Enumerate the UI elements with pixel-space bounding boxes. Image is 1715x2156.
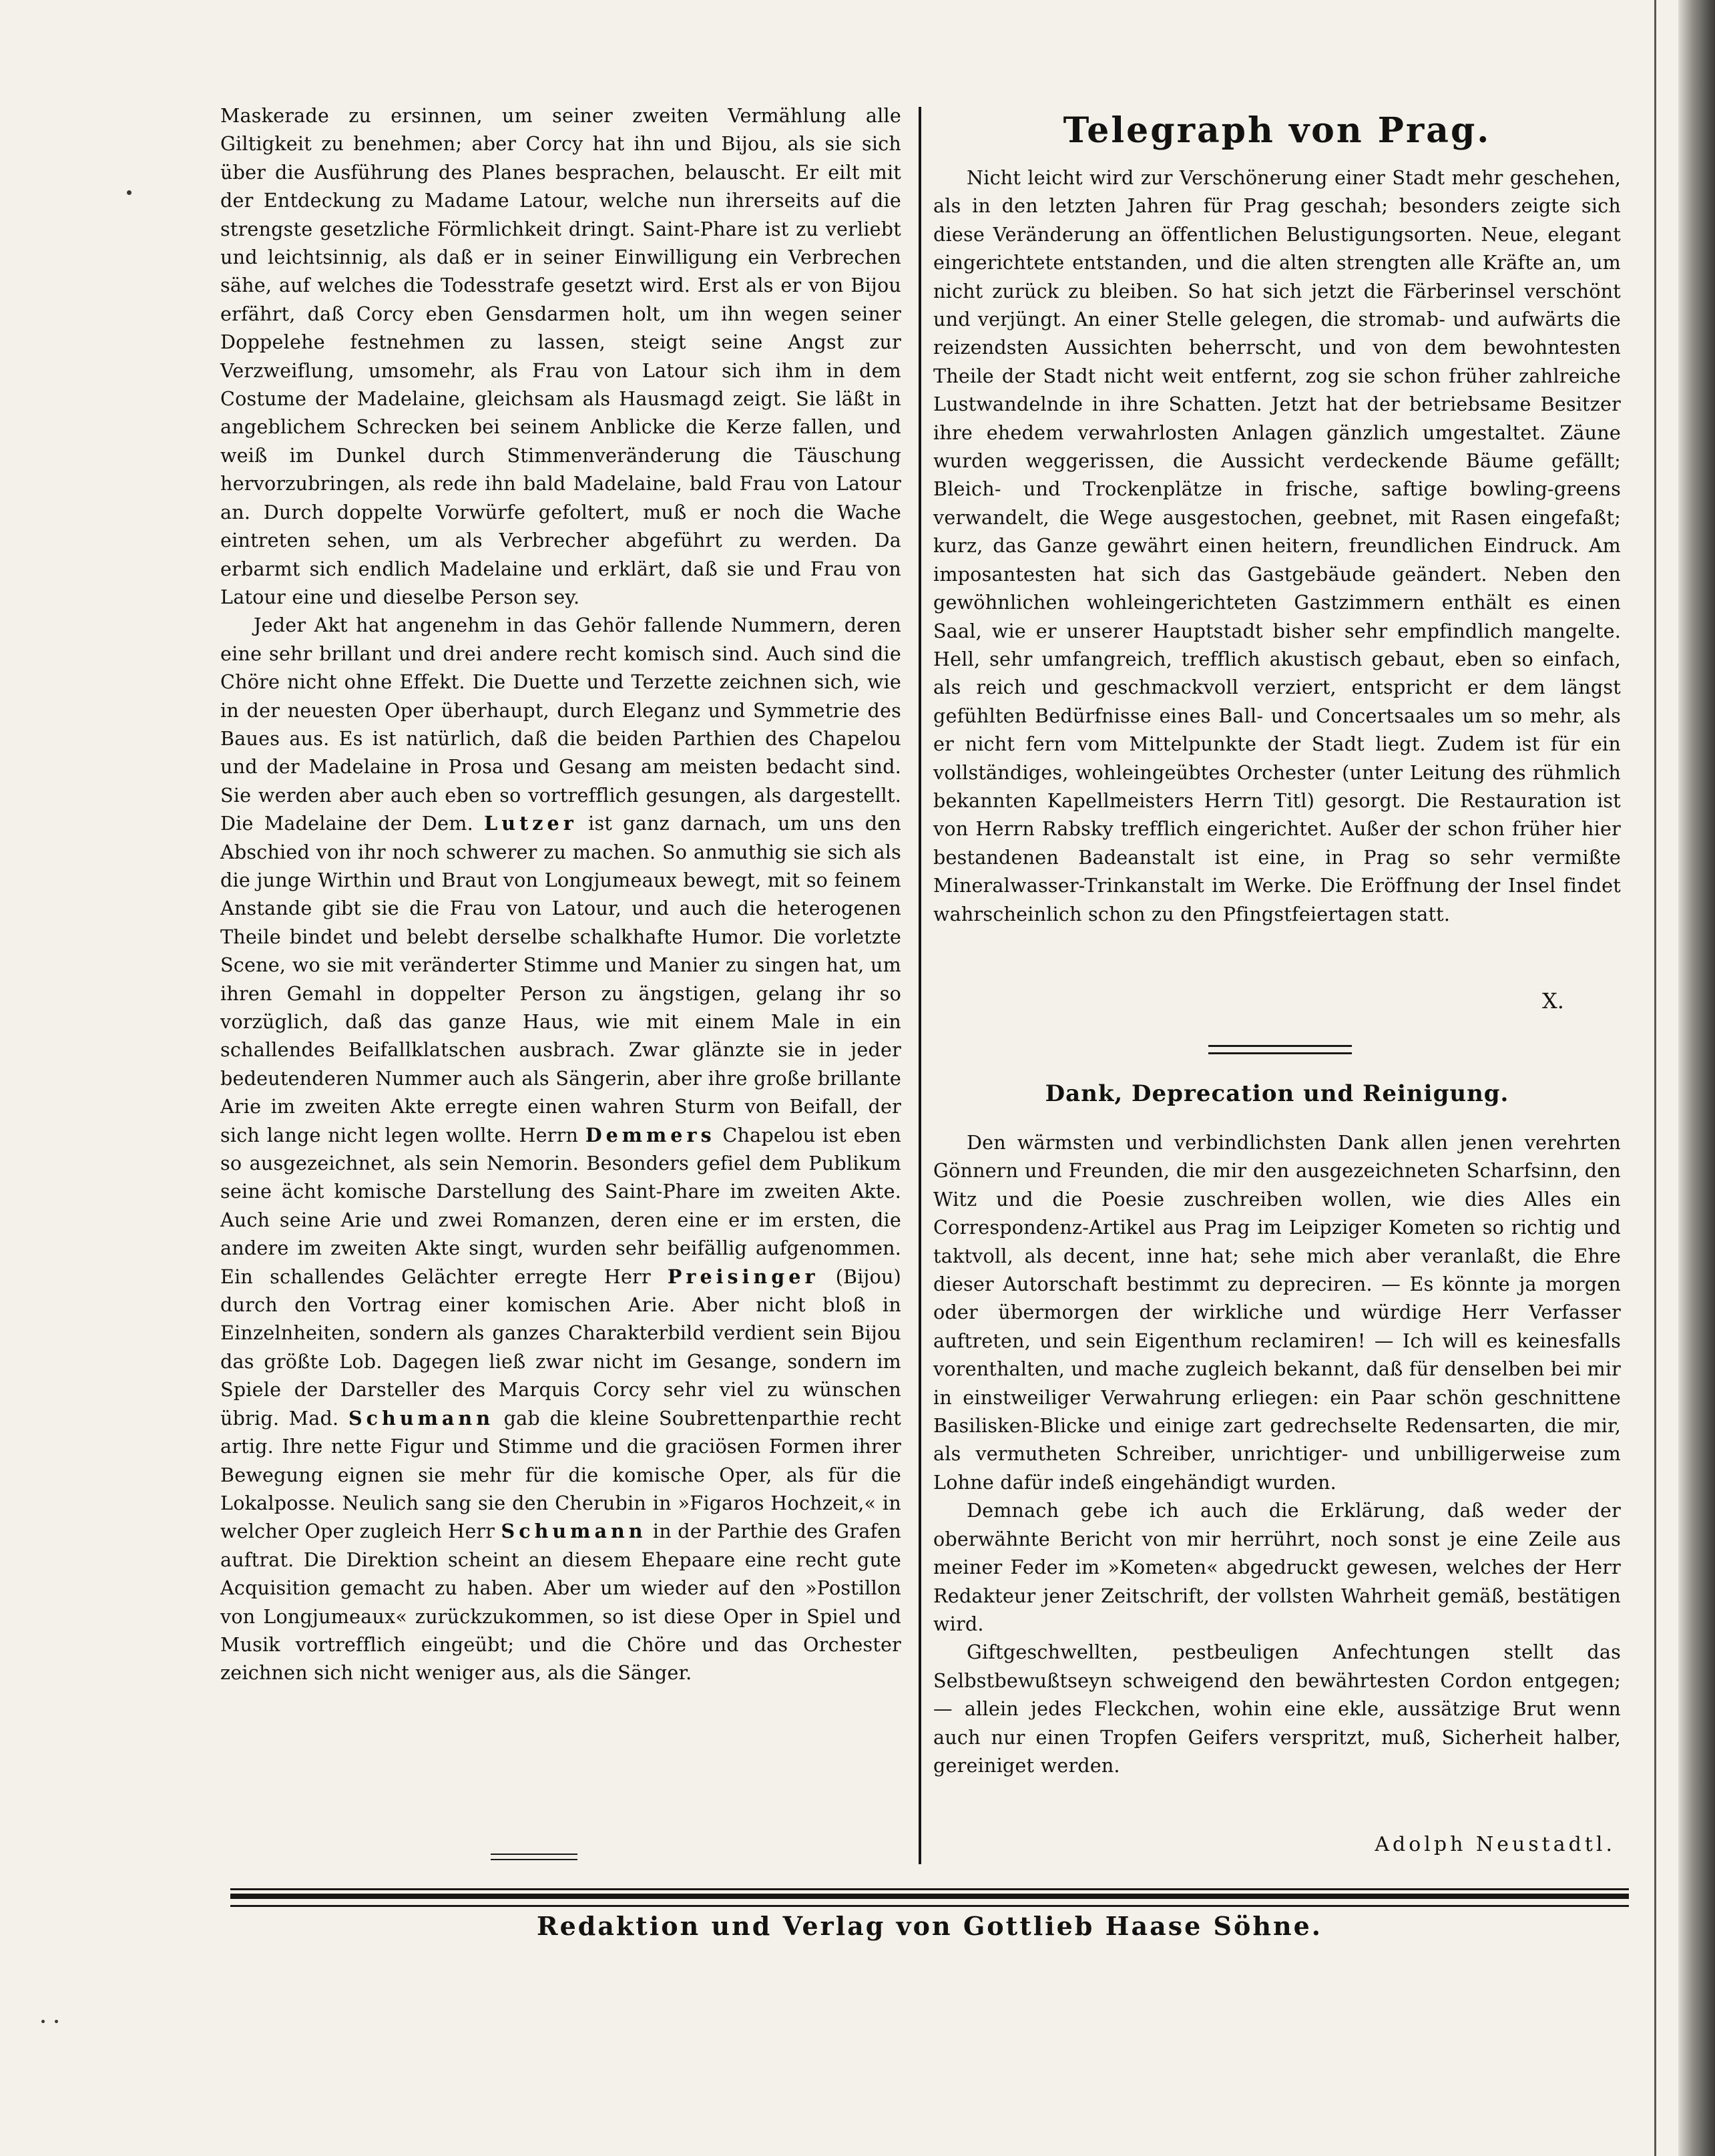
imprint-line: Redaktion und Verlag von Gottlieb Haase Söhne. xyxy=(536,1911,1322,1941)
left-end-rule xyxy=(491,1854,577,1860)
name-lutzer: Lutzer xyxy=(484,812,577,835)
right-column-notice xyxy=(933,1128,1621,1779)
column-divider xyxy=(919,107,921,1864)
name-schumann-1: Schumann xyxy=(348,1406,494,1430)
page-edge xyxy=(1678,0,1715,2156)
left-paragraph-2-text-c: Chapelou ist eben so ausgezeichnet, als sein Nemorin. Besonders gefiel dem Publikum seine ächt komische Darstellung des Saint-Phare im zweiten Akte. Auch seine Arie und zwei Romanzen, deren eine er im ersten, die andere im zweiten Akte singt, wurden sehr beifällig aufgenommen. Ein schallendes Gelächter erregte Herr xyxy=(220,1123,902,1288)
notice-paragraph-3: Giftgeschwellten, pestbeuligen Anfechtungen stellt das Selbstbewußtseyn schweigend den bewährtesten Cordon entgegen; — allein jedes Fleckchen, wohin eine ekle, aussätzige Brut wenn auch nur einen Tropfen Geifers verspritzt, muß, Sicherheit halber, gereiniget werden. xyxy=(933,1641,1621,1777)
section-separator-rule xyxy=(1208,1045,1352,1054)
left-paragraph-2 xyxy=(220,611,901,1687)
notice-signature: Adolph Neustadtl. xyxy=(1375,1833,1616,1856)
ink-spot xyxy=(41,2020,45,2023)
left-paragraph-2-text-e: gab die kleine Soubrettenparthie recht artig. Ihre nette Figur und Stimme und die graciösen Formen ihrer Bewegung eignen sie mehr für die komische Oper, als für die Lokalposse. Neulich sang sie den Cherubin in »Figaros Hochzeit,« in welcher Oper zugleich Herr xyxy=(220,1406,901,1543)
left-column xyxy=(220,101,901,1687)
right-paragraph-1: Nicht leicht wird zur Verschönerung einer Stadt mehr geschehen, als in den letzten Jahren für Prag geschah; besonders zeigte sich diese Veränderung an öffentlichen Belustigungsorten. Neue, elegant eingerichtete entstanden, und die alten strengten alle Kräfte an, um nicht zurück zu bleiben. So hat sich jetzt die Färberinsel verschönt und verjüngt. An einer Stelle gelegen, die stromab- und aufwärts die reizendsten Aussichten beherrscht, und von dem bewohntesten Theile der Stadt nicht weit entfernt, zog sie schon früher zahlreiche Lustwandelnde in ihre Schatten. Jetzt hat der betriebsame Besitzer ihre ehedem verwahrlosten Anlagen gänzlich umgestaltet. Zäune wurden weggerissen, die Aussicht verdeckende Bäume gefällt; Bleich- und Trockenplätze in frische, saftige bowling-greens verwandelt, die Wege ausgestochen, geebnet, mit Rasen eingefaßt; kurz, das Ganze gewährt einen heitern, freundlichen Eindruck. Am imposantesten hat sich das Gastgebäude geändert. Neben den gewöhnlichen wohleingerichteten Gastzimmern enthält es einen Saal, wie er unserer Hauptstadt bisher sehr empfindlich mangelte. Hell, sehr umfangreich, trefflich akustisch gebaut, eben so einfach, als reich und geschmackvoll verziert, entspricht er dem längst gefühlten Bedürfnisse eines Ball- und Concertsaales um so mehr, als er nicht fern vom Mittelpunkte der Stadt liegt. Zudem ist für ein vollständiges, wohleingeübtes Orchester (unter Leitung des rühmlich bekannten Kapellmeisters Herrn Titl) gesorgt. Die Restauration ist von Herrn Rabsky trefflich eingerichtet. Außer der schon früher hier bestandenen Badeanstalt ist eine, in Prag so sehr vermißte Mineralwasser-Trinkanstalt im Werke. Die Eröffnung der Insel findet wahrscheinlich schon zu den Pfingstfeiertagen statt. xyxy=(933,166,1621,925)
left-paragraph-1: Maskerade zu ersinnen, um seiner zweiten Vermählung alle Giltigkeit zu benehmen; aber Corcy hat ihn und Bijou, als sie sich über die Ausführung des Planes besprachen, belauscht. Er eilt mit der Entdeckung zu Madame Latour, welche nun ihrerseits auf die strengste gesetzliche Förmlichkeit dringt. Saint-Phare ist zu verliebt und leichtsinnig, als daß er in seiner Einwilligung ein Verbrechen sähe, auf welches die Todesstrafe gesetzt wird. Erst als er von Bijou erfährt, daß Corcy eben Gensdarmen holt, um ihn wegen seiner Doppelehe festnehmen zu lassen, steigt seine Angst zur Verzweiflung, umsomehr, als Frau von Latour sich ihm in dem Costume der Madelaine, gleichsam als Hausmagd zeigt. Sie läßt in angeblichem Schrecken bei seinem Anblicke die Kerze fallen, und weiß im Dunkel durch Stimmenveränderung die Täuschung hervorzubringen, als rede ihn bald Madelaine, bald Frau von Latour an. Durch doppelte Vorwürfe gefoltert, muß er noch die Wache eintreten sehen, um als Verbrecher abgeführt zu werden. Da erbarmt sich endlich Madelaine und erklärt, daß sie und Frau von Latour eine und dieselbe Person sey. xyxy=(220,104,901,608)
right-column-article xyxy=(933,164,1621,928)
article-title: Telegraph von Prag. xyxy=(1063,110,1491,151)
name-schumann-2: Schumann xyxy=(501,1520,647,1543)
notice-paragraph-2: Demnach gebe ich auch die Erklärung, daß weder der oberwähnte Bericht von mir herrührt, noch sonst je eine Zeile aus meiner Feder im »Kometen« abgedruckt gewesen, welches der Herr Redakteur jener Zeitschrift, der vollsten Wahrheit gemäß, bestätigen wird. xyxy=(933,1499,1621,1635)
notice-heading: Dank, Deprecation und Reinigung. xyxy=(1045,1080,1509,1107)
notice-paragraph-1: Den wärmsten und verbindlichsten Dank allen jenen verehrten Gönnern und Freunden, die mir den ausgezeichneten Scharfsinn, den Witz und die Poesie zuschreiben wollen, wie dies Alles ein Correspondenz-Artikel aus Prag im Leipziger Kometen so richtig und taktvoll, als decent, inne hat; sehe mich aber veranlaßt, die Ehre dieser Autorschaft bestimmt zu depreciren. — Es könnte ja morgen oder übermorgen der wirkliche und würdige Herr Verfasser auftreten, und sein Eigenthum reclamiren! — Ich will es keinesfalls vorenthalten, und mache zugleich bekannt, daß für denselben bei mir in einstweiliger Verwahrung erliegen: ein Paar schön geschnittene Basilisken-Blicke und einige zart gedrechselte Redensarten, die mir, als vermutheten Schreiber, unrichtiger- und unbilligerweise zum Lohne dafür indeß eingehändigt wurden. xyxy=(933,1131,1621,1494)
left-paragraph-2-text-d: (Bijou) durch den Vortrag einer komischen Arie. Aber nicht bloß in Einzelnheiten, sondern als ganzes Charakterbild verdient sein Bijou das größte Lob. Dagegen ließ zwar nicht im Gesange, sondern im Spiele der Darsteller des Marquis Corcy sehr viel zu wünschen übrig. Mad. xyxy=(220,1265,901,1430)
name-preisinger: Preisinger xyxy=(667,1265,819,1288)
page-fold-line xyxy=(1654,0,1656,2156)
left-paragraph-2-text-b: ist ganz darnach, um uns den Abschied von ihr noch schwerer zu machen. So anmuthig sie sich als die junge Wirthin und Braut von Longjumeaux bewegt, mit so feinem Anstande gibt sie die Frau von Latour, und auch die heterogenen Theile bindet und belebt derselbe schalkhafte Humor. Die vorletzte Scene, wo sie mit veränderter Stimme und Manier zu singen hat, um ihren Gemahl in doppelter Person zu ängstigen, gelang ihr so vorzüglich, daß das ganze Haus, wie mit einem Male in ein schallendes Beifallklatschen ausbrach. Zwar glänzte sie in jeder bedeutenderen Nummer auch als Sängerin, aber ihre große brillante Arie im zweiten Akte erregte einen wahren Sturm von Beifall, der sich lange nicht legen wollte. Herrn xyxy=(220,812,901,1146)
article-signoff: X. xyxy=(1542,988,1564,1014)
footer-rule xyxy=(230,1888,1629,1907)
left-paragraph-2-text-f: in der Parthie des Grafen auftrat. Die Direktion scheint an diesem Ehepaare eine recht gute Acquisition gemacht zu haben. Aber um wieder auf den »Postillon von Longjumeaux« zurückzukommen, so ist diese Oper in Spiel und Musik vortrefflich eingeübt; und die Chöre und das Orchester zeichnen sich nicht weniger aus, als die Sänger. xyxy=(220,1520,901,1685)
ink-spot xyxy=(127,190,132,195)
name-demmer: Demmers xyxy=(585,1123,716,1146)
left-paragraph-2-text-a: Jeder Akt hat angenehm in das Gehör fallende Nummern, deren eine sehr brillant und drei andere recht komisch sind. Auch sind die Chöre nicht ohne Effekt. Die Duette und Terzette zeichnen sich, wie in der neuesten Oper überhaupt, durch Eleganz und Symmetrie des Baues aus. Es ist natürlich, daß die beiden Parthien des Chapelou und der Madelaine in Prosa und Gesang am meisten bedacht sind. Sie werden aber auch eben so vortrefflich gesungen, als dargestellt. Die Madelaine der Dem. xyxy=(220,614,901,835)
ink-spot xyxy=(55,2020,58,2023)
